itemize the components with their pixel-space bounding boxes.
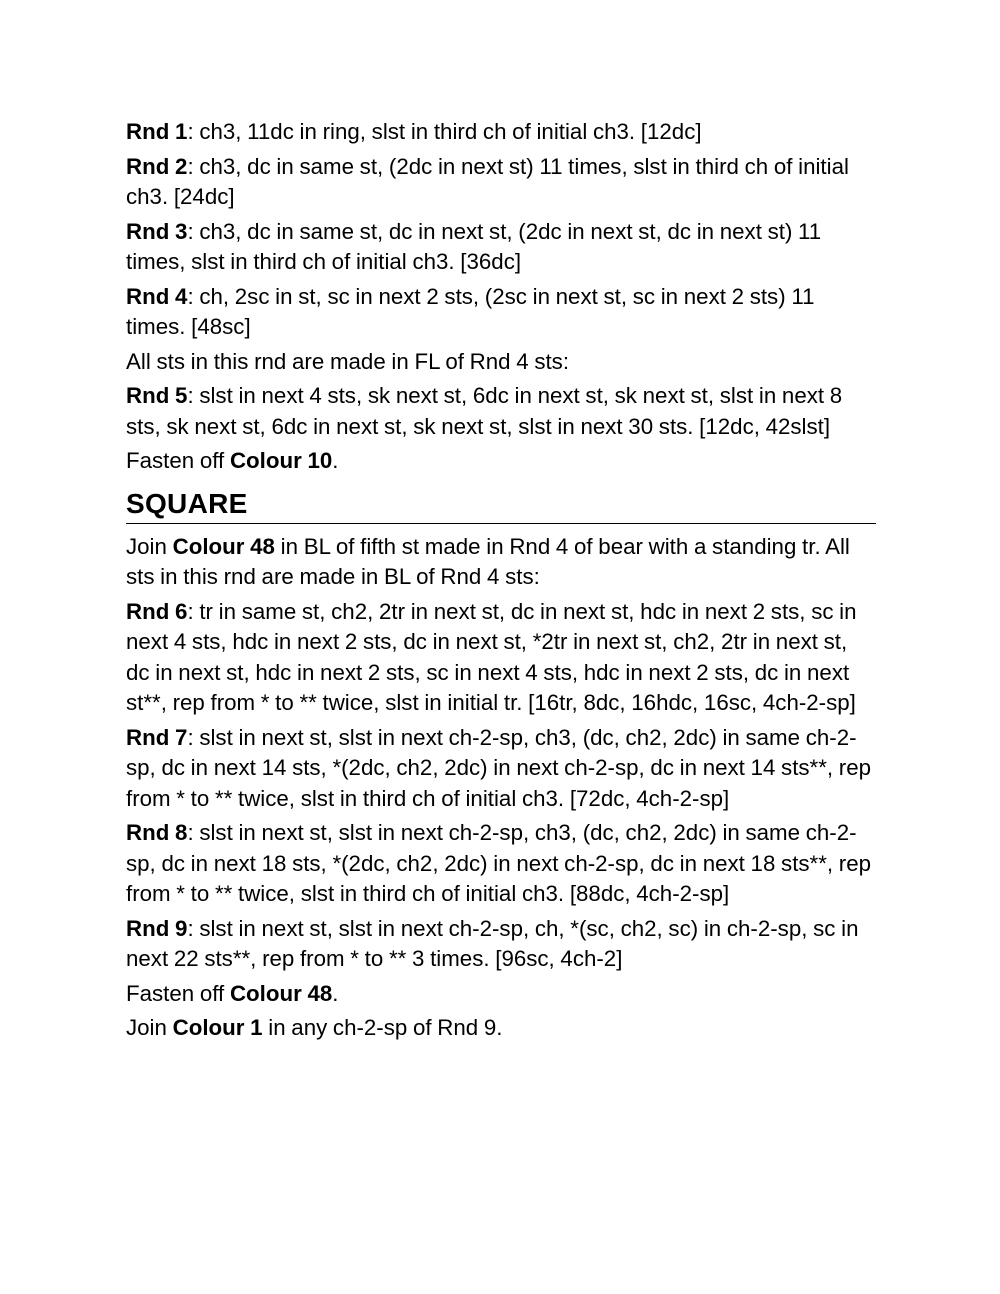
- round-7-instruction: [126, 723, 876, 815]
- round-4-instruction: [126, 282, 876, 343]
- join-text: Join: [126, 533, 173, 559]
- note-text: All sts in this rnd are made in FL of Rnd 4 sts:: [126, 348, 570, 374]
- round-label: Rnd 4: [126, 283, 188, 309]
- colour-name: Colour 48: [172, 533, 275, 559]
- fasten-off-end: .: [332, 448, 339, 473]
- join-text: Join: [126, 1015, 173, 1040]
- round-label: Rnd 3: [126, 218, 188, 244]
- colour-name: Colour 48: [229, 980, 333, 1006]
- pattern-page: [126, 117, 876, 1048]
- round-label: Rnd 1: [126, 119, 188, 144]
- round-9-instruction: [126, 914, 876, 975]
- round-label: Rnd 5: [126, 383, 188, 408]
- round-2-instruction: [126, 152, 876, 213]
- round-text: : slst in next 4 sts, sk next st, 6dc in next st, sk next st, slst in next 8 sts, sk next st, 6dc in next st, sk next st, slst in next 30 sts. [12dc, 42slst]: [126, 383, 843, 439]
- round-label: Rnd 8: [126, 820, 188, 845]
- round-text: : slst in next st, slst in next ch-2-sp, ch3, (dc, ch2, 2dc) in same ch-2-sp, dc in next 18 sts, *(2dc, ch2, 2dc) in next ch-2-sp, dc in next 18 sts**, rep from * to ** twice, slst in third ch of initial ch3. [88dc, 4ch-2-sp]: [126, 820, 872, 906]
- colour-name: Colour 10: [229, 448, 333, 473]
- round-text: : ch3, 11dc in ring, slst in third ch of initial ch3. [12dc]: [187, 119, 702, 144]
- round-text: : ch3, dc in same st, dc in next st, (2dc in next st, dc in next st) 11 times, slst in third ch of initial ch3. [36dc]: [126, 218, 822, 274]
- join-text-rest: in any ch-2-sp of Rnd 9.: [262, 1015, 503, 1040]
- round-text: : ch3, dc in same st, (2dc in next st) 11 times, slst in third ch of initial ch3. [24dc]: [126, 153, 849, 209]
- round-label: Rnd 6: [126, 598, 188, 624]
- join-colour-1: [126, 1013, 876, 1044]
- fasten-off-colour-10: [126, 446, 876, 477]
- round-text: : ch, 2sc in st, sc in next 2 sts, (2sc in next st, sc in next 2 sts) 11 times. [48sc]: [126, 283, 815, 339]
- fasten-off-text: Fasten off: [126, 980, 230, 1006]
- fasten-off-colour-48: [126, 979, 876, 1010]
- round-text: : slst in next st, slst in next ch-2-sp, ch3, (dc, ch2, 2dc) in same ch-2-sp, dc in next 14 sts, *(2dc, ch2, 2dc) in next ch-2-sp, dc in next 14 sts**, rep from * to ** twice, slst in third ch of initial ch3. [72dc, 4ch-2-sp]: [126, 724, 872, 811]
- join-colour-48: [126, 532, 876, 593]
- round-5-instruction: [126, 381, 876, 442]
- round-label: Rnd 2: [126, 153, 188, 179]
- fasten-off-end: .: [332, 980, 339, 1006]
- round-1-instruction: [126, 117, 876, 148]
- round-label: Rnd 7: [126, 724, 188, 750]
- round-text: : slst in next st, slst in next ch-2-sp, ch, *(sc, ch2, sc) in ch-2-sp, sc in next 22 sts**, rep from * to ** 3 times. [96sc, 4ch-2]: [126, 915, 859, 971]
- fasten-off-text: Fasten off: [126, 448, 230, 473]
- round-8-instruction: [126, 818, 876, 910]
- section-heading-square: SQUARE: [126, 487, 876, 524]
- round-label: Rnd 9: [126, 915, 188, 941]
- front-loop-note: [126, 347, 876, 378]
- round-text: : tr in same st, ch2, 2tr in next st, dc in next st, hdc in next 2 sts, sc in next 4 sts, hdc in next 2 sts, dc in next st, *2tr in next st, ch2, 2tr in next st, dc in next st, hdc in next 2 sts, sc in next 4 sts, hdc in next 2 sts, dc in next st**, rep from * to ** twice, slst in initial tr. [16tr, 8dc, 16hdc, 16sc, 4ch-2-sp]: [126, 598, 857, 715]
- join-text-rest: in BL of fifth st made in Rnd 4 of bear with a standing tr. All sts in this rnd are made in BL of Rnd 4 sts:: [126, 533, 850, 589]
- colour-name: Colour 1: [172, 1015, 263, 1040]
- round-6-instruction: [126, 597, 876, 719]
- round-3-instruction: [126, 217, 876, 278]
